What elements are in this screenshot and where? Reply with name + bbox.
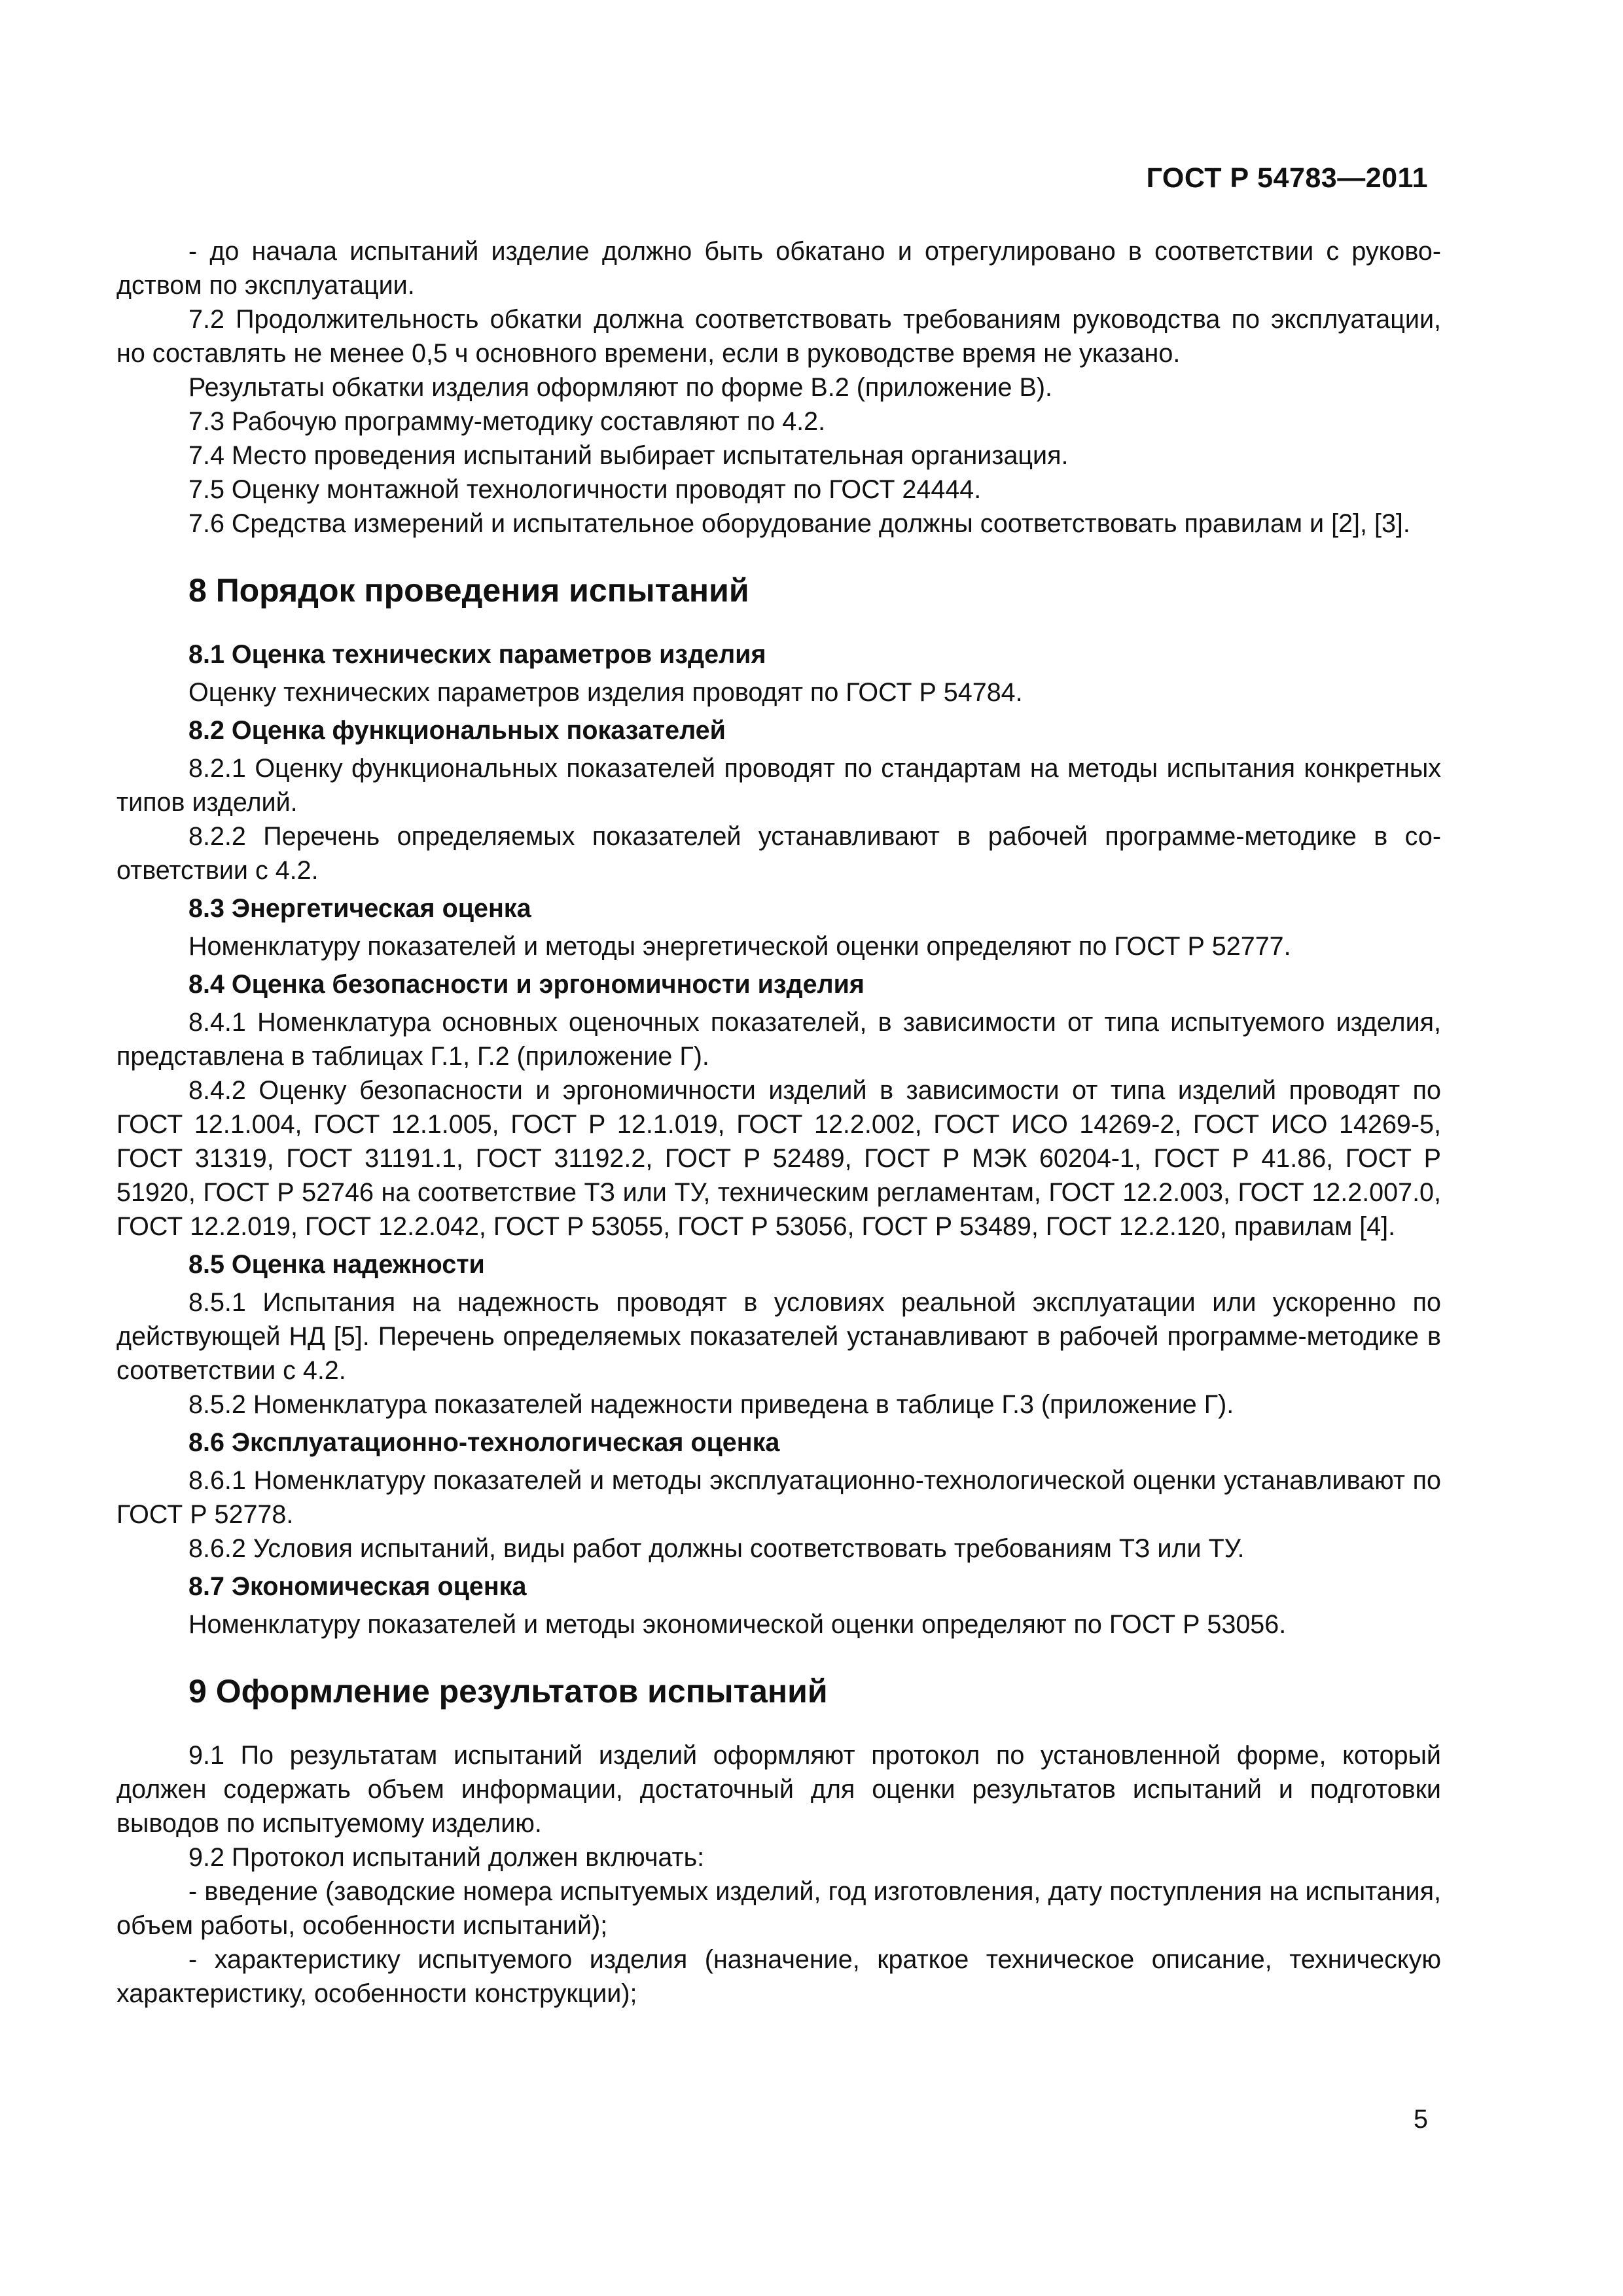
paragraph: 8.6.2 Условия испытаний, виды работ должны соответствовать требованиям ТЗ или ТУ. xyxy=(188,1534,1245,1563)
subsection-heading: 8.5 Оценка надежности xyxy=(188,1250,485,1279)
paragraph: 7.4 Место проведения испытаний выбирает испытательная организация. xyxy=(188,441,1069,470)
paragraph: Результаты обкатки изделия оформляют по форме В.2 (приложение В). xyxy=(188,373,1052,402)
page-number: 5 xyxy=(1414,2105,1428,2134)
paragraph: 7.3 Рабочую программу-методику составляют по 4.2. xyxy=(188,407,826,436)
section-heading: 8 Порядок проведения испытаний xyxy=(188,572,749,609)
paragraph: - до начала испытаний изделие должно быть обкатано и отрегулировано в соответствии с руководством по эксплуатации. xyxy=(116,237,1441,300)
paragraph: 8.5.1 Испытания на надежность проводят в условиях реальной эксплуатации или ускоренно по действующей НД [5]. Перечень определяемых показателей устанавливают в рабочей программе-методике в соответствии с 4.2. xyxy=(116,1288,1441,1385)
list-item: - характеристику испытуемого изделия (назначение, краткое техническое описание, техническую характеристику, особенности конструкции); xyxy=(116,1945,1441,2008)
paragraph: 8.2.2 Перечень определяемых показателей устанавливают в рабочей программе-методике в соответствии с 4.2. xyxy=(116,822,1441,885)
paragraph: 9.2 Протокол испытаний должен включать: xyxy=(188,1843,705,1872)
paragraph: 7.2 Продолжительность обкатки должна соответствовать требованиям руководства по эксплуатации, но составлять не менее 0,5 ч основного времени, если в руководстве время не указано. xyxy=(116,305,1441,368)
paragraph: 8.4.1 Номенклатура основных оценочных показателей, в зависимости от типа испытуемого изделия, представлена в таблицах Г.1, Г.2 (приложение Г). xyxy=(116,1008,1441,1071)
document-designation: ГОСТ Р 54783—2011 xyxy=(1146,162,1428,194)
paragraph: 8.5.2 Номенклатура показателей надежности приведена в таблице Г.3 (приложение Г). xyxy=(188,1390,1234,1419)
subsection-heading: 8.1 Оценка технических параметров изделия xyxy=(188,640,766,669)
paragraph: 8.4.2 Оценку безопасности и эргономичности изделий в зависимости от типа изделий проводят по ГОСТ 12.1.004, ГОСТ 12.1.005, ГОСТ Р 12.1.019, ГОСТ 12.2.002, ГОСТ ИСО 14269-2, ГОСТ ИСО 14269-5, ГОСТ 31319, ГОСТ 31191.1, ГОСТ 31192.2, ГОСТ Р 52489, ГОСТ Р МЭК 60204-1, ГОСТ Р 41.86, ГОСТ Р 51920, ГОСТ Р 52746 на соответствие ТЗ или ТУ, техническим регламентам, ГОСТ 12.2.003, ГОСТ 12.2.007.0, ГОСТ 12.2.019, ГОСТ 12.2.042, ГОСТ Р 53055, ГОСТ Р 53056, ГОСТ Р 53489, ГОСТ 12.2.120, правилам [4]. xyxy=(116,1076,1441,1241)
subsection-heading: 8.2 Оценка функциональных показателей xyxy=(188,716,726,745)
paragraph: Номенклатуру показателей и методы экономической оценки определяют по ГОСТ Р 53056. xyxy=(188,1610,1287,1639)
paragraph: 9.1 По результатам испытаний изделий оформляют протокол по установленной форме, который должен содержать объем информации, достаточный для оценки результатов испытаний и подготовки выводов по испытуемому изделию. xyxy=(116,1741,1441,1838)
page-content xyxy=(116,234,1441,2011)
subsection-heading: 8.4 Оценка безопасности и эргономичности изделия xyxy=(188,970,865,999)
paragraph: Оценку технических параметров изделия проводят по ГОСТ Р 54784. xyxy=(188,678,1023,707)
list-item: - введение (заводские номера испытуемых изделий, год изготовления, дату поступления на испытания, объем работы, особенности испытаний); xyxy=(116,1877,1441,1940)
paragraph: Номенклатуру показателей и методы энергетической оценки определяют по ГОСТ Р 52777. xyxy=(188,932,1291,961)
subsection-heading: 8.6 Эксплуатационно-технологическая оценка xyxy=(188,1428,780,1457)
section-heading: 9 Оформление результатов испытаний xyxy=(188,1673,828,1710)
paragraph: 7.6 Средства измерений и испытательное оборудование должны соответствовать правилам и [2], [3]. xyxy=(188,509,1410,538)
paragraph: 8.2.1 Оценку функциональных показателей проводят по стандартам на методы испытания конкретных типов изделий. xyxy=(116,754,1441,817)
paragraph: 8.6.1 Номенклатуру показателей и методы эксплуатационно-технологической оценки устанавливают по ГОСТ Р 52778. xyxy=(116,1466,1441,1529)
subsection-heading: 8.3 Энергетическая оценка xyxy=(188,894,531,923)
subsection-heading: 8.7 Экономическая оценка xyxy=(188,1572,527,1601)
paragraph: 7.5 Оценку монтажной технологичности проводят по ГОСТ 24444. xyxy=(188,475,982,504)
